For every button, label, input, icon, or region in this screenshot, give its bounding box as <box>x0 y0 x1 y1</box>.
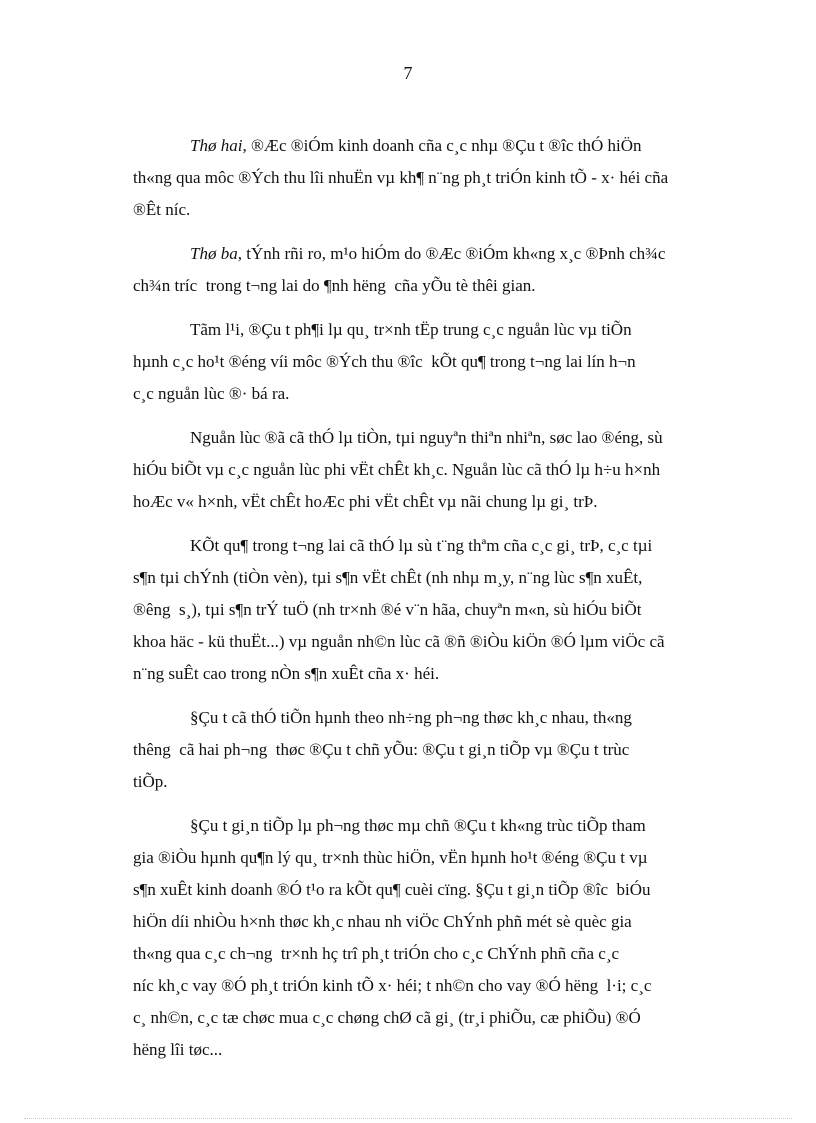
paragraph-4 <box>133 422 766 518</box>
text-line: thêng cã hai ph¬ng thøc ®Çu t chñ yÕu: ®Çu t gi¸n tiÕp vµ ®Çu t trùc <box>133 740 630 759</box>
text-line: c¸ nh©n, c¸c tæ chøc mua c¸c chøng chØ cã gi¸ (tr¸i phiÕu, cæ phiÕu) ®Ó <box>133 1008 641 1027</box>
paragraph-5 <box>133 530 766 690</box>
text-line: hëng lîi tøc... <box>133 1040 223 1059</box>
text-line: tiÕp. <box>133 772 168 791</box>
text-line: th«ng qua môc ®Ých thu lîi nhuËn vµ kh¶ n¨ng ph¸t triÓn kinh tÕ - x· héi cña <box>133 168 669 187</box>
paragraph-2 <box>133 238 766 302</box>
document-body <box>133 130 766 1078</box>
text-line: gia ®iÒu hµnh qu¶n lý qu¸ tr×nh thùc hiÖn, vËn hµnh ho¹t ®éng ®Çu t vµ <box>133 848 648 867</box>
text-line: Nguån lùc ®ã cã thÓ lµ tiÒn, tµi nguyªn thiªn nhiªn, søc lao ®éng, sù <box>190 428 663 447</box>
text-line: th«ng qua c¸c ch¬ng tr×nh hç trî ph¸t triÓn cho c¸c ChÝnh phñ cña c¸c <box>133 944 620 963</box>
paragraph-7 <box>133 810 766 1066</box>
text-line: khoa häc - kü thuËt...) vµ nguån nh©n lùc cã ®ñ ®iÒu kiÖn ®Ó lµm viÖc cã <box>133 632 665 651</box>
paragraph-3 <box>133 314 766 410</box>
text-line: KÕt qu¶ trong t¬ng lai cã thÓ lµ sù t¨ng thªm cña c¸c gi¸ trÞ, c¸c tµi <box>190 536 653 555</box>
text-line: n¨ng suÊt cao trong nÒn s¶n xuÊt cña x· héi. <box>133 664 440 683</box>
paragraph-lead: Thø hai <box>190 136 243 155</box>
page-number: 7 <box>403 63 413 83</box>
text-line: , tÝnh rñi ro, m¹o hiÓm do ®Æc ®iÓm kh«ng x¸c ®Þnh ch¾c <box>237 244 666 263</box>
text-line: ®Êt níc. <box>133 200 191 219</box>
paragraph-6 <box>133 702 766 798</box>
text-line: hiÖn díi nhiÒu h×nh thøc kh¸c nhau nh viÖc ChÝnh phñ mét sè quèc gia <box>133 912 632 931</box>
text-line: , ®Æc ®iÓm kinh doanh cña c¸c nhµ ®Çu t ®îc thÓ hiÖn <box>242 136 642 155</box>
text-line: s¶n xuÊt kinh doanh ®Ó t¹o ra kÕt qu¶ cuèi cïng. §Çu t gi¸n tiÕp ®îc biÓu <box>133 880 651 899</box>
text-line: ch¾n tríc trong t¬ng lai do ¶nh hëng cña yÕu tè thêi gian. <box>133 276 536 295</box>
footer-divider <box>24 1118 792 1119</box>
text-line: hoÆc v« h×nh, vËt chÊt hoÆc phi vËt chÊt vµ nãi chung lµ gi¸ trÞ. <box>133 492 598 511</box>
paragraph-lead: Thø ba <box>190 244 238 263</box>
text-line: §Çu t gi¸n tiÕp lµ ph¬ng thøc mµ chñ ®Çu t kh«ng trùc tiÕp tham <box>190 816 646 835</box>
text-line: hiÓu biÕt vµ c¸c nguån lùc phi vËt chÊt kh¸c. Nguån lùc cã thÓ lµ h÷u h×nh <box>133 460 661 479</box>
text-line: c¸c nguån lùc ®· bá ra. <box>133 384 290 403</box>
text-line: s¶n tµi chÝnh (tiÒn vèn), tµi s¶n vËt chÊt (nh nhµ m¸y, n¨ng lùc s¶n xuÊt, <box>133 568 643 587</box>
paragraph-1 <box>133 130 766 226</box>
text-line: §Çu t cã thÓ tiÕn hµnh theo nh÷ng ph¬ng thøc kh¸c nhau, th«ng <box>190 708 632 727</box>
text-line: hµnh c¸c ho¹t ®éng víi môc ®Ých thu ®îc kÕt qu¶ trong t¬ng lai lín h¬n <box>133 352 636 371</box>
text-line: Tãm l¹i, ®Çu t ph¶i lµ qu¸ tr×nh tËp trung c¸c nguån lùc vµ tiÕn <box>190 320 632 339</box>
text-line: ®êng s¸), tµi s¶n trÝ tuÖ (nh tr×nh ®é v¨n hãa, chuyªn m«n, sù hiÓu biÕt <box>133 600 642 619</box>
text-line: níc kh¸c vay ®Ó ph¸t triÓn kinh tÕ x· héi; t nh©n cho vay ®Ó hëng l·i; c¸c <box>133 976 652 995</box>
